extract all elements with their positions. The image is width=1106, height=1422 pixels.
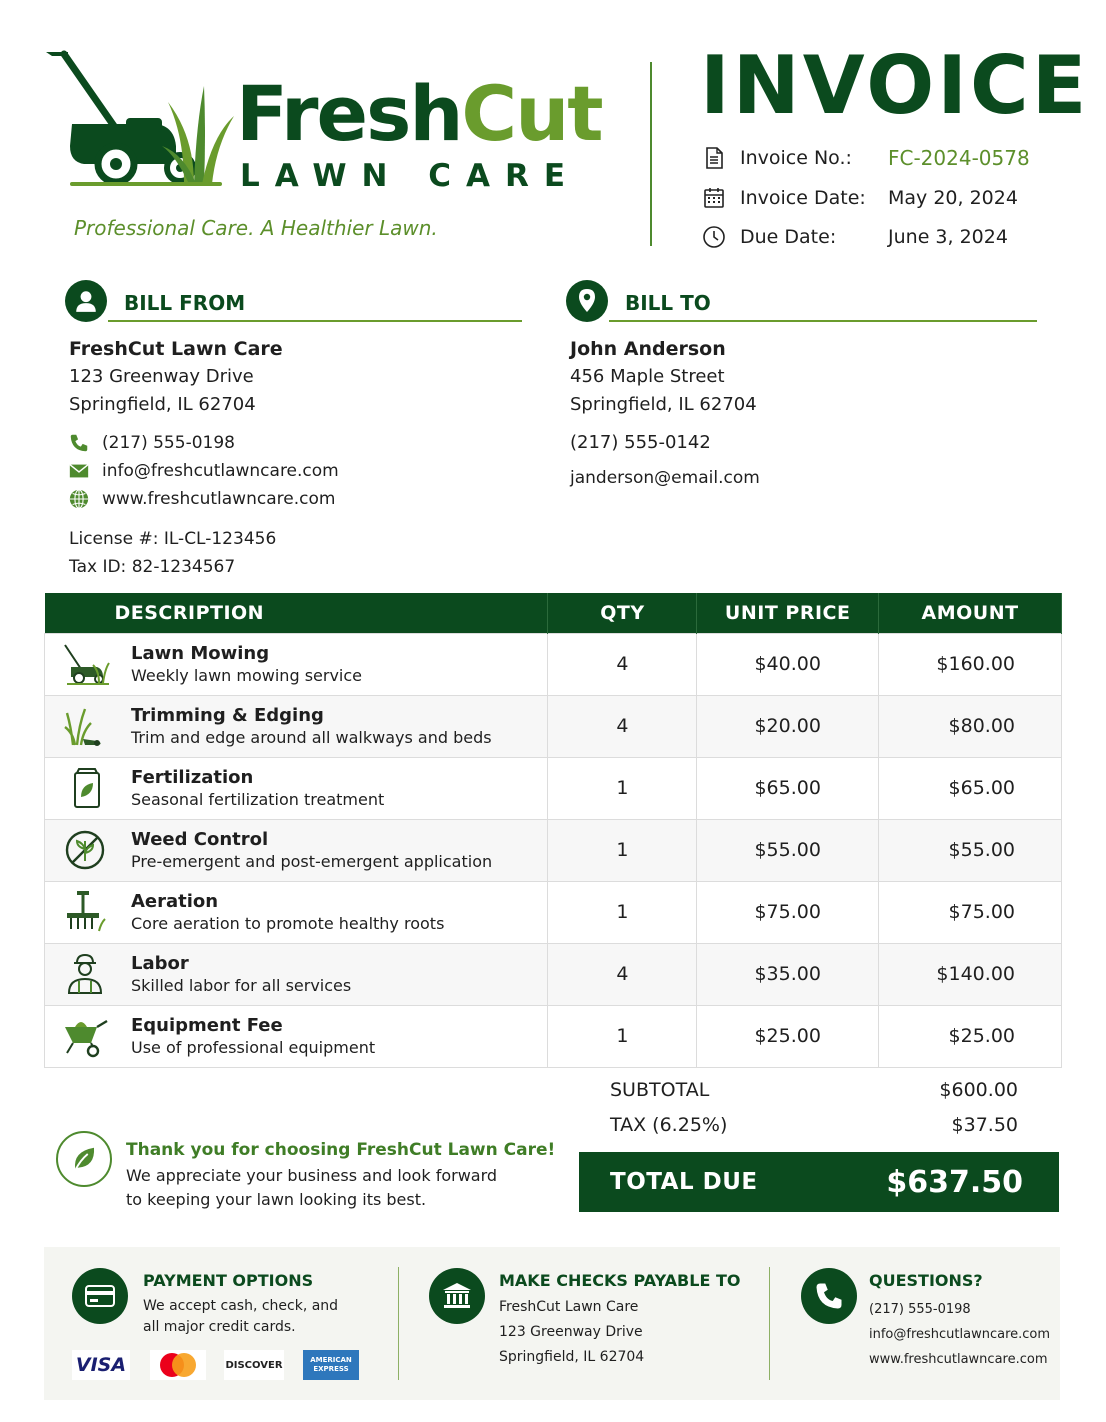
invoice-title: INVOICE [700, 39, 1090, 132]
bill-to-address1: 456 Maple Street [570, 366, 725, 387]
item-qty: 4 [548, 695, 697, 757]
thank-you-line2: to keeping your lawn looking its best. [126, 1190, 427, 1209]
table-row [45, 819, 1062, 881]
item-unit-price: $75.00 [697, 881, 879, 943]
item-unit-price: $20.00 [697, 695, 879, 757]
item-name: Labor [131, 953, 189, 974]
item-detail: Use of professional equipment [131, 1038, 376, 1057]
payment-options-heading: PAYMENT OPTIONS [143, 1271, 314, 1290]
due-date-value: June 3, 2024 [888, 226, 1008, 248]
checks-payable-address [499, 1295, 644, 1370]
header-divider [650, 62, 652, 246]
person-icon [65, 280, 107, 322]
bill-to-address [570, 335, 757, 419]
document-icon [702, 146, 726, 170]
questions-website[interactable]: www.freshcutlawncare.com [869, 1352, 1048, 1367]
item-name: Equipment Fee [131, 1015, 283, 1036]
bill-from-address1: 123 Greenway Drive [69, 366, 254, 387]
footer-divider [398, 1267, 399, 1380]
total-due-label: TOTAL DUE [610, 1169, 758, 1195]
bill-from-phone-row [68, 431, 235, 455]
footer-divider [769, 1267, 770, 1380]
globe-icon [68, 488, 90, 510]
item-qty: 1 [548, 757, 697, 819]
bill-to-email[interactable]: janderson@email.com [570, 468, 760, 488]
discover-card [224, 1350, 284, 1380]
total-due-box [579, 1152, 1059, 1212]
bill-from-heading: BILL FROM [124, 291, 246, 315]
table-header-row [45, 593, 1062, 633]
item-unit-price: $55.00 [697, 819, 879, 881]
item-description-cell [45, 695, 548, 757]
visa-label: VISA [75, 1354, 127, 1376]
checks-payable-heading: MAKE CHECKS PAYABLE TO [499, 1271, 741, 1290]
brand-subtitle: LAWN CARE [240, 158, 581, 194]
item-detail: Seasonal fertilization treatment [131, 790, 385, 809]
questions-email[interactable]: info@freshcutlawncare.com [869, 1327, 1051, 1342]
visa-card [72, 1350, 130, 1380]
phone-icon [801, 1268, 857, 1324]
bill-from-phone: (217) 555-0198 [102, 433, 235, 453]
item-name: Aeration [131, 891, 219, 912]
item-detail: Skilled labor for all services [131, 976, 352, 995]
item-unit-price: $35.00 [697, 943, 879, 1005]
table-row [45, 633, 1062, 695]
thank-you-line1: We appreciate your business and look forward [126, 1166, 498, 1185]
item-description-cell [45, 881, 548, 943]
location-pin-icon [566, 280, 608, 322]
envelope-icon [68, 460, 90, 482]
thank-you-text [126, 1164, 506, 1212]
item-unit-price: $40.00 [697, 633, 879, 695]
header-amount: AMOUNT [879, 593, 1062, 633]
item-description-cell [45, 757, 548, 819]
table-row [45, 1005, 1062, 1067]
item-detail: Core aeration to promote healthy roots [131, 914, 445, 933]
weed-control-icon [63, 827, 111, 873]
amex-card [303, 1350, 359, 1380]
wheelbarrow-icon [63, 1013, 111, 1059]
item-name: Lawn Mowing [131, 643, 270, 664]
questions-contact [869, 1297, 1050, 1372]
license-number: License #: IL-CL-123456 [69, 529, 277, 549]
header-description: DESCRIPTION [45, 593, 548, 633]
subtotal-value: $600.00 [939, 1079, 1018, 1101]
bill-from-email[interactable]: info@freshcutlawncare.com [102, 461, 339, 481]
bill-to-heading: BILL TO [625, 291, 711, 315]
item-detail: Trim and edge around all walkways and beds [131, 728, 492, 747]
brand-name-cut: Cut [461, 69, 602, 158]
invoice-number-value: FC-2024-0578 [888, 146, 1030, 170]
item-amount: $25.00 [879, 1005, 1062, 1067]
worker-icon [63, 951, 111, 997]
calendar-icon [702, 186, 726, 210]
invoice-number-label: Invoice No.: [740, 147, 852, 169]
tax-label: TAX (6.25%) [610, 1114, 728, 1136]
questions-phone: (217) 555-0198 [869, 1302, 971, 1317]
checks-line1: FreshCut Lawn Care [499, 1299, 639, 1315]
item-description-cell [45, 633, 548, 695]
item-description-cell [45, 819, 548, 881]
bill-from-website-row [68, 487, 335, 511]
questions-heading: QUESTIONS? [869, 1271, 983, 1290]
bill-from-website[interactable]: www.freshcutlawncare.com [102, 489, 336, 509]
fertilizer-bag-icon [63, 765, 111, 811]
payment-line1: We accept cash, check, and [143, 1298, 339, 1314]
bill-from-email-row [68, 459, 339, 483]
bill-from-address2: Springfield, IL 62704 [69, 394, 256, 415]
aerator-icon [63, 889, 111, 935]
item-amount: $55.00 [879, 819, 1062, 881]
lawn-mower-icon [63, 641, 111, 687]
item-qty: 1 [548, 819, 697, 881]
payment-line2: all major credit cards. [143, 1319, 296, 1335]
brand-tagline: Professional Care. A Healthier Lawn. [74, 216, 438, 240]
item-amount: $80.00 [879, 695, 1062, 757]
item-name: Fertilization [131, 767, 254, 788]
bill-to-phone: (217) 555-0142 [570, 432, 711, 453]
item-amount: $75.00 [879, 881, 1062, 943]
invoice-number-row [702, 144, 1030, 172]
table-row [45, 757, 1062, 819]
item-description-cell [45, 1005, 548, 1067]
bill-from-underline [108, 320, 522, 322]
invoice-date-row [702, 184, 1018, 212]
invoice-date-value: May 20, 2024 [888, 187, 1018, 209]
item-name: Trimming & Edging [131, 705, 324, 726]
header-unit-price: UNIT PRICE [697, 593, 879, 633]
item-amount: $160.00 [879, 633, 1062, 695]
item-detail: Pre-emergent and post-emergent application [131, 852, 493, 871]
subtotal-row [610, 1079, 1018, 1101]
item-unit-price: $25.00 [697, 1005, 879, 1067]
item-unit-price: $65.00 [697, 757, 879, 819]
invoice-items-table [44, 593, 1062, 1068]
thank-you-title: Thank you for choosing FreshCut Lawn Care! [126, 1140, 556, 1160]
table-row [45, 881, 1062, 943]
item-description-cell [45, 943, 548, 1005]
due-date-row [702, 223, 1008, 251]
header-qty: QTY [548, 593, 697, 633]
tax-row [610, 1114, 1018, 1136]
amex-label: AMERICAN EXPRESS [310, 1356, 352, 1373]
item-detail: Weekly lawn mowing service [131, 666, 362, 685]
bill-from-address [69, 335, 283, 419]
item-qty: 1 [548, 881, 697, 943]
checks-line3: Springfield, IL 62704 [499, 1349, 645, 1365]
bill-to-underline [609, 320, 1037, 322]
bill-from-name: FreshCut Lawn Care [69, 338, 283, 360]
credit-card-icon [72, 1268, 128, 1324]
brand-name-fresh: Fresh [236, 69, 462, 158]
item-qty: 4 [548, 633, 697, 695]
subtotal-label: SUBTOTAL [610, 1079, 710, 1101]
item-qty: 4 [548, 943, 697, 1005]
total-due-value: $637.50 [886, 1164, 1023, 1200]
phone-icon [68, 432, 90, 454]
invoice-date-label: Invoice Date: [740, 187, 866, 209]
payment-options-text [143, 1296, 338, 1338]
item-amount: $140.00 [879, 943, 1062, 1005]
checks-line2: 123 Greenway Drive [499, 1324, 643, 1340]
brand-name [236, 69, 602, 158]
trimmer-icon [63, 703, 111, 749]
discover-label: DISCOVER [225, 1359, 283, 1371]
bill-to-address2: Springfield, IL 62704 [570, 394, 757, 415]
bill-from-ids [69, 525, 276, 581]
bill-to-name: John Anderson [570, 338, 726, 360]
tax-id: Tax ID: 82-1234567 [69, 557, 236, 577]
bank-icon [429, 1268, 485, 1324]
mastercard-logo-icon [150, 1350, 206, 1380]
item-name: Weed Control [131, 829, 269, 850]
clock-icon [702, 225, 726, 249]
tax-value: $37.50 [951, 1114, 1018, 1136]
leaf-icon [56, 1131, 112, 1187]
table-row [45, 943, 1062, 1005]
lawn-mower-logo-icon [44, 46, 234, 191]
item-qty: 1 [548, 1005, 697, 1067]
due-date-label: Due Date: [740, 226, 837, 248]
table-row [45, 695, 1062, 757]
item-amount: $65.00 [879, 757, 1062, 819]
footer [44, 1247, 1060, 1400]
